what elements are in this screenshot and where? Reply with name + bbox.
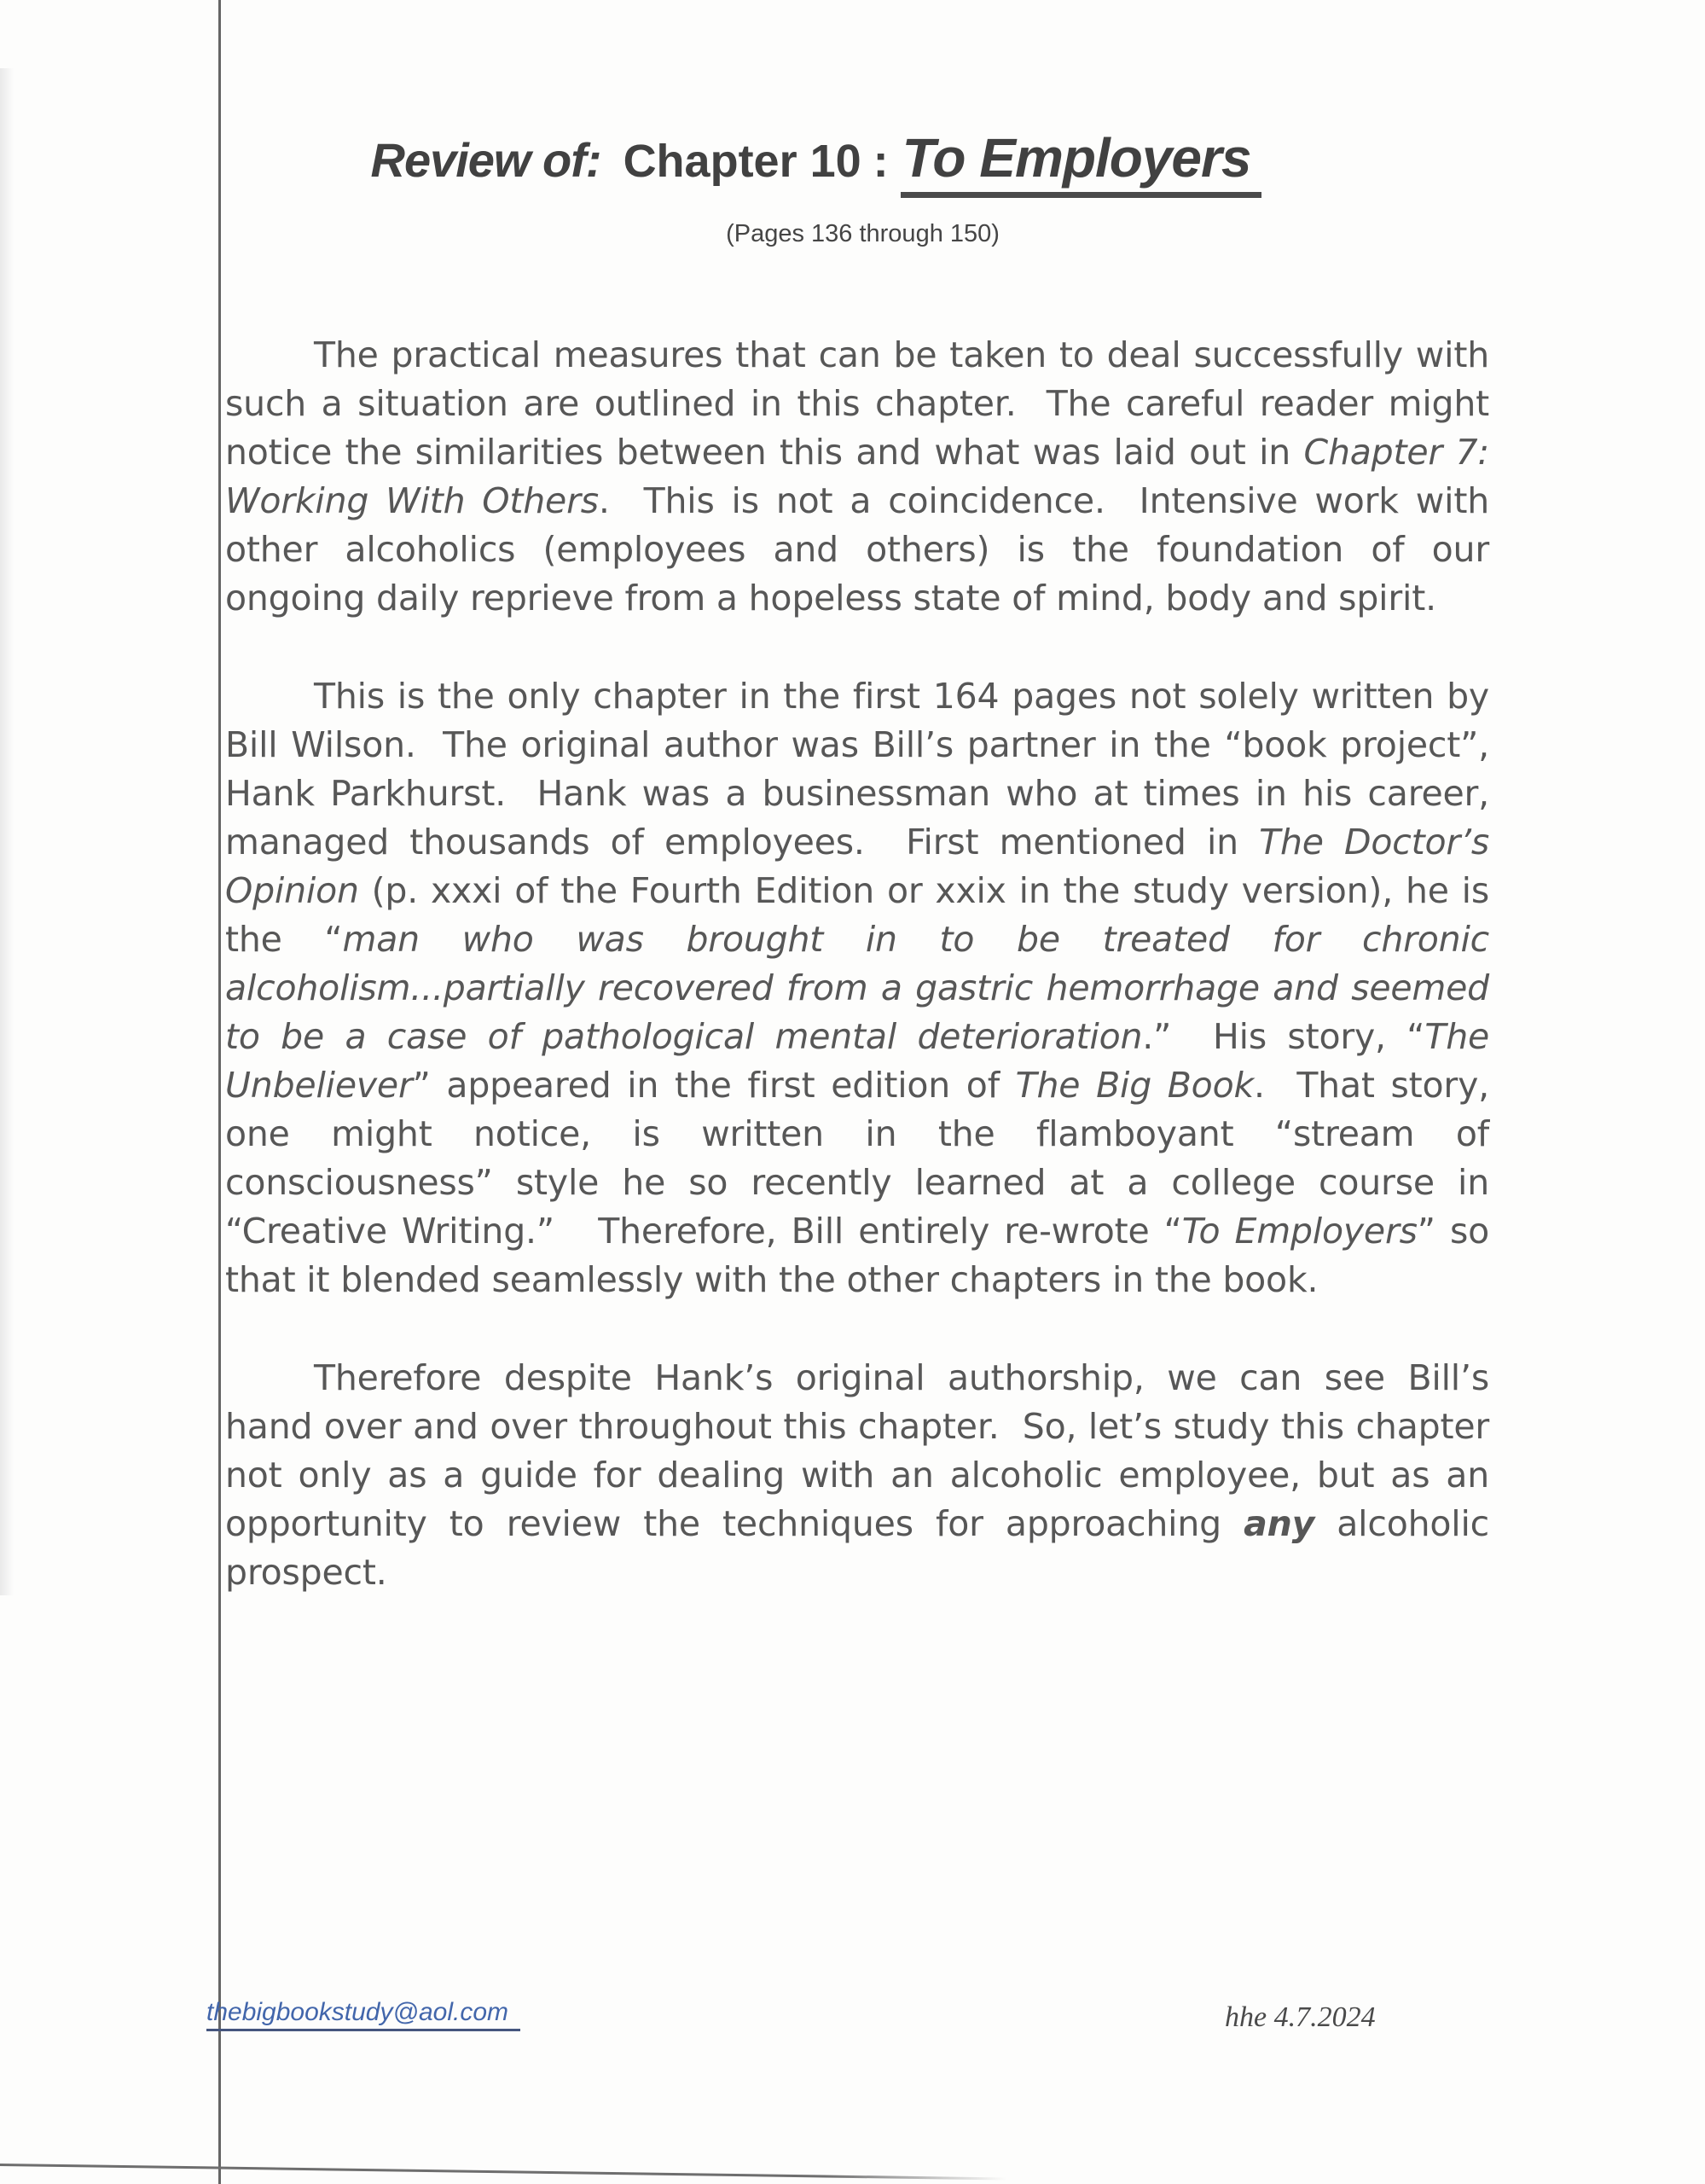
text-run: Chapter 7: Working With Others (225, 432, 1489, 521)
text-run: ” so that it blended seamlessly with the other chapters in the book. (225, 1211, 1490, 1300)
text-run: The Big Book (1015, 1065, 1254, 1106)
email-link[interactable]: thebigbookstudy@aol.com (206, 1998, 520, 2031)
bottom-scan-line-artifact (0, 2164, 1006, 2180)
title-chapter-name: To Employers (901, 128, 1261, 198)
text-run: ” appeared in the first edition of (412, 1065, 1016, 1106)
text-run: Therefore despite Hank’s original authorship, we can see Bill’s hand over and over throughout this chapter. So, let’s study this chapter not only as a guide for dealing with an alcoholic employee, but as an opportunity to review the techniques for approaching (225, 1357, 1489, 1544)
paragraph-2 (225, 672, 1489, 1304)
page-edge-shadow (0, 68, 14, 1595)
text-run: .” His story, “ (1142, 1016, 1425, 1057)
text-run: The Unbeliever (225, 1016, 1490, 1106)
text-run: any (1244, 1503, 1315, 1544)
text-run: . This is not a coincidence. Intensive work with other alcoholics (employees and others) is the foundation of our ongoing daily reprieve from a hopeless state of mind, body and spirit. (225, 480, 1489, 619)
footer-attribution: hhe 4.7.2024 (1225, 2001, 1376, 2033)
text-run: This is the only chapter in the first 164 pages not solely written by Bill Wilson. The original author was Bill’s partner in the “book project”, Hank Parkhurst. Hank was a businessman who at times in his career, managed thousands of employees. First mentioned in (225, 676, 1489, 863)
vertical-scan-line-artifact (218, 0, 221, 2184)
paragraph-1 (225, 331, 1489, 623)
title-chapter-number: Chapter 10 (623, 136, 861, 187)
document-title (0, 128, 1668, 198)
text-run: . That story, one might notice, is written in the flamboyant “stream of consciousness” style he so recently learned at a college course in “Creative Writing.” Therefore, Bill entirely re-wrote “ (225, 1065, 1489, 1252)
text-run: (p. xxxi of the Fourth Edition or xxix in the study version), he is the “ (225, 870, 1489, 960)
title-separator: : (873, 136, 889, 187)
text-run: The practical measures that can be taken to deal successfully with such a situation are outlined in this chapter. The careful reader might notice the similarities between this and what was laid out in (225, 334, 1489, 473)
document-body (225, 331, 1489, 1647)
text-run: alcoholic prospect. (225, 1503, 1489, 1593)
paragraph-3 (225, 1354, 1489, 1597)
text-run: The Doctor’s Opinion (225, 822, 1490, 911)
text-run: To Employers (1181, 1211, 1418, 1252)
text-run: man who was brought in to be treated for chronic alcoholism...partially recovered from a gastric hemorrhage and seemed to be a case of pathological mental deterioration (225, 919, 1489, 1057)
page-range-subtitle: (Pages 136 through 150) (726, 220, 1000, 247)
title-review-of: Review of: (370, 133, 601, 187)
